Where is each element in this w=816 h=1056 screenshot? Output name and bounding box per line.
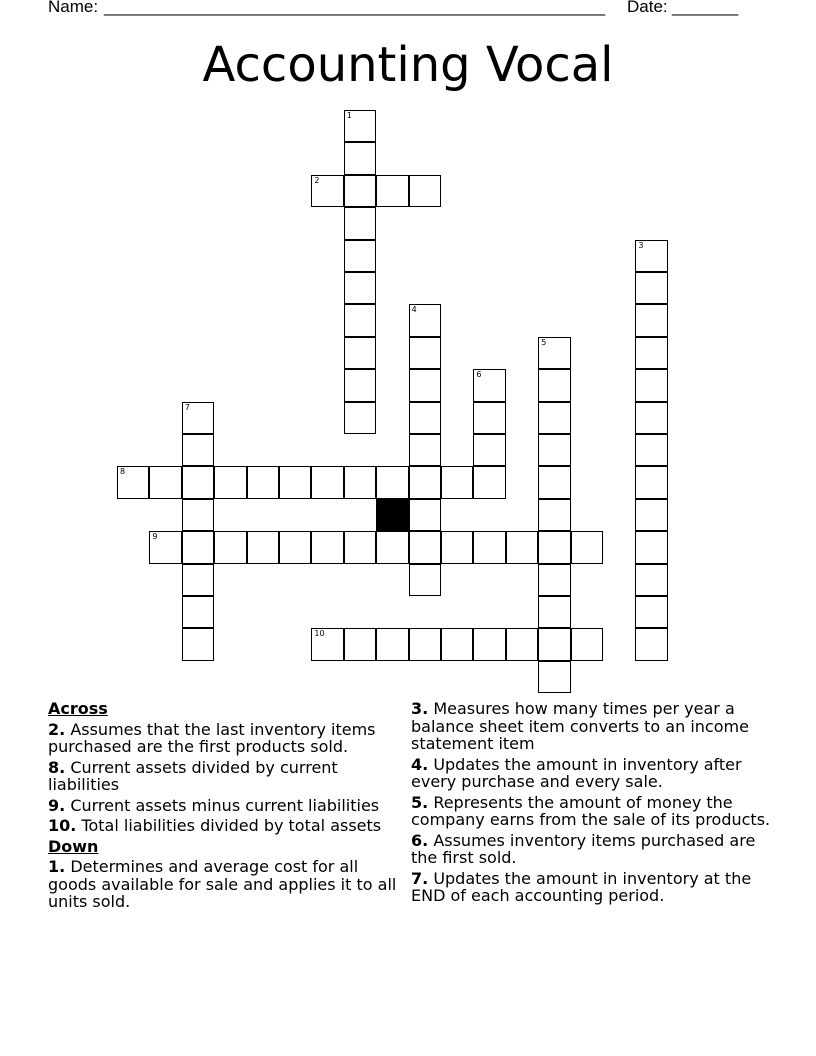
grid-cell[interactable]: [409, 402, 441, 434]
clue-down-7: [411, 870, 771, 905]
clue-number-label: 10: [314, 629, 325, 639]
grid-cell[interactable]: [311, 628, 343, 660]
grid-cell[interactable]: [344, 402, 376, 434]
clue-number-label: 2: [314, 175, 320, 185]
clues-right-column: [411, 700, 771, 908]
clue-across-2: [48, 721, 403, 756]
clue-text: Represents the amount of money the company earns from the sale of its products.: [411, 792, 771, 829]
clue-down-3: [411, 700, 771, 753]
grid-cell[interactable]: [635, 531, 667, 563]
clue-down-5: [411, 794, 771, 829]
clue-number-label: 9: [152, 532, 158, 542]
date-field[interactable]: _______: [672, 0, 739, 16]
clue-text: Current assets minus current liabilities: [70, 795, 380, 815]
clue-number: 3.: [411, 699, 429, 718]
grid-cell[interactable]: [344, 369, 376, 401]
date-label: Date:: [627, 0, 668, 16]
grid-cell[interactable]: [571, 531, 603, 563]
grid-cell[interactable]: [409, 304, 441, 336]
grid-cell[interactable]: [635, 402, 667, 434]
clue-number-label: 3: [638, 240, 644, 250]
grid-cell[interactable]: [473, 369, 505, 401]
clue-number: 4.: [411, 754, 429, 774]
grid-cell[interactable]: [376, 466, 408, 498]
grid-cell[interactable]: [538, 628, 570, 660]
clue-number: 5.: [411, 792, 429, 812]
grid-cell[interactable]: [635, 369, 667, 401]
clue-text: Determines and average cost for all goods available for sale and applies it to all units sold.: [48, 857, 397, 911]
grid-cell[interactable]: [635, 272, 667, 304]
grid-cell[interactable]: [149, 466, 181, 498]
grid-cell[interactable]: [409, 434, 441, 466]
grid-cell[interactable]: [473, 531, 505, 563]
grid-cell[interactable]: [473, 402, 505, 434]
grid-cell[interactable]: [182, 596, 214, 628]
grid-cell[interactable]: [635, 434, 667, 466]
clue-number: 10.: [48, 816, 77, 835]
grid-cell[interactable]: [344, 304, 376, 336]
clue-down-1: [48, 858, 403, 911]
grid-cell[interactable]: [473, 434, 505, 466]
grid-cell[interactable]: [344, 466, 376, 498]
grid-cell[interactable]: [409, 337, 441, 369]
grid-cell[interactable]: [344, 207, 376, 239]
clue-number-label: 8: [120, 467, 126, 477]
grid-cell[interactable]: [182, 531, 214, 563]
grid-cell[interactable]: [247, 531, 279, 563]
clue-across-10: [48, 817, 403, 835]
grid-cell[interactable]: [538, 337, 570, 369]
clue-number-label: 4: [411, 305, 417, 315]
grid-cell[interactable]: [376, 175, 408, 207]
grid-cell[interactable]: [538, 596, 570, 628]
grid-cell[interactable]: [635, 337, 667, 369]
grid-cell[interactable]: [344, 272, 376, 304]
clue-number-label: 1: [346, 111, 352, 120]
clue-number: 6.: [411, 830, 429, 850]
grid-cell[interactable]: [409, 564, 441, 596]
grid-cell[interactable]: [344, 240, 376, 272]
name-field[interactable]: _____________________________________________________: [104, 0, 606, 16]
grid-cell[interactable]: [214, 466, 246, 498]
grid-cell[interactable]: [538, 434, 570, 466]
name-label: Name:: [48, 0, 99, 16]
grid-cell[interactable]: [473, 628, 505, 660]
grid-cell[interactable]: [441, 466, 473, 498]
grid-cell[interactable]: [635, 564, 667, 596]
across-heading: Across: [48, 699, 108, 718]
clue-number-label: 7: [184, 402, 190, 412]
grid-cell[interactable]: [538, 531, 570, 563]
grid-cell[interactable]: [538, 564, 570, 596]
grid-cell[interactable]: [635, 499, 667, 531]
grid-cell[interactable]: [409, 175, 441, 207]
grid-cell[interactable]: [182, 499, 214, 531]
grid-cell[interactable]: [117, 466, 149, 498]
grid-cell[interactable]: [441, 628, 473, 660]
grid-cell[interactable]: [441, 531, 473, 563]
grid-cell[interactable]: [214, 531, 246, 563]
grid-cell[interactable]: [182, 402, 214, 434]
grid-cell[interactable]: [344, 531, 376, 563]
grid-cell[interactable]: [279, 531, 311, 563]
clue-number: 8.: [48, 757, 66, 777]
grid-cell[interactable]: [635, 304, 667, 336]
clue-number: 7.: [411, 868, 429, 888]
grid-cell[interactable]: [635, 596, 667, 628]
clue-across-9: [48, 797, 403, 815]
grid-cell[interactable]: [182, 628, 214, 660]
grid-cell[interactable]: [538, 661, 570, 693]
grid-cell[interactable]: [538, 402, 570, 434]
clue-number-label: 6: [476, 370, 482, 380]
clue-number: 2.: [48, 719, 66, 739]
clue-text: Assumes inventory items purchased are the first sold.: [411, 830, 756, 867]
grid-cell[interactable]: [344, 142, 376, 174]
clues-left-column: [48, 700, 403, 914]
clue-text: Assumes that the last inventory items purchased are the first products sold.: [48, 719, 376, 756]
grid-cell[interactable]: [182, 466, 214, 498]
grid-cell[interactable]: [473, 466, 505, 498]
clue-text: Updates the amount in inventory after every purchase and every sale.: [411, 754, 742, 791]
blocked-cell: [376, 499, 408, 531]
grid-cell[interactable]: [376, 628, 408, 660]
clue-down-6: [411, 832, 771, 867]
grid-cell[interactable]: [409, 531, 441, 563]
grid-cell[interactable]: [635, 628, 667, 660]
clue-text: Current assets divided by current liabilities: [48, 757, 338, 794]
clue-text: Total liabilities divided by total assets: [81, 816, 382, 835]
grid-cell[interactable]: [182, 564, 214, 596]
clue-down-4: [411, 756, 771, 791]
grid-cell[interactable]: [311, 466, 343, 498]
grid-cell[interactable]: [279, 466, 311, 498]
down-heading: Down: [48, 836, 99, 856]
clue-number: 1.: [48, 857, 66, 876]
page-title: Accounting Vocal: [202, 37, 614, 93]
grid-cell[interactable]: [635, 240, 667, 272]
grid-cell[interactable]: [344, 337, 376, 369]
grid-cell[interactable]: [344, 110, 376, 142]
grid-cell[interactable]: [635, 466, 667, 498]
grid-cell[interactable]: [247, 466, 279, 498]
grid-cell[interactable]: [571, 628, 603, 660]
clue-across-8: [48, 759, 403, 794]
grid-cell[interactable]: [376, 531, 408, 563]
grid-cell[interactable]: [538, 369, 570, 401]
grid-cell[interactable]: [506, 628, 538, 660]
grid-cell[interactable]: [344, 628, 376, 660]
clue-text: Updates the amount in inventory at the END of each accounting period.: [411, 868, 752, 905]
grid-cell[interactable]: [409, 466, 441, 498]
grid-cell[interactable]: [506, 531, 538, 563]
grid-cell[interactable]: [409, 499, 441, 531]
clue-text: Measures how many times per year a balance sheet item converts to an income statement item: [411, 699, 749, 753]
grid-cell[interactable]: [409, 628, 441, 660]
grid-cell[interactable]: [409, 369, 441, 401]
grid-cell[interactable]: [149, 531, 181, 563]
clue-number: 9.: [48, 795, 66, 815]
grid-cell[interactable]: [538, 466, 570, 498]
grid-cell[interactable]: [344, 175, 376, 207]
grid-cell[interactable]: [311, 175, 343, 207]
grid-cell[interactable]: [538, 499, 570, 531]
grid-cell[interactable]: [311, 531, 343, 563]
clue-number-label: 5: [541, 337, 547, 347]
grid-cell[interactable]: [182, 434, 214, 466]
